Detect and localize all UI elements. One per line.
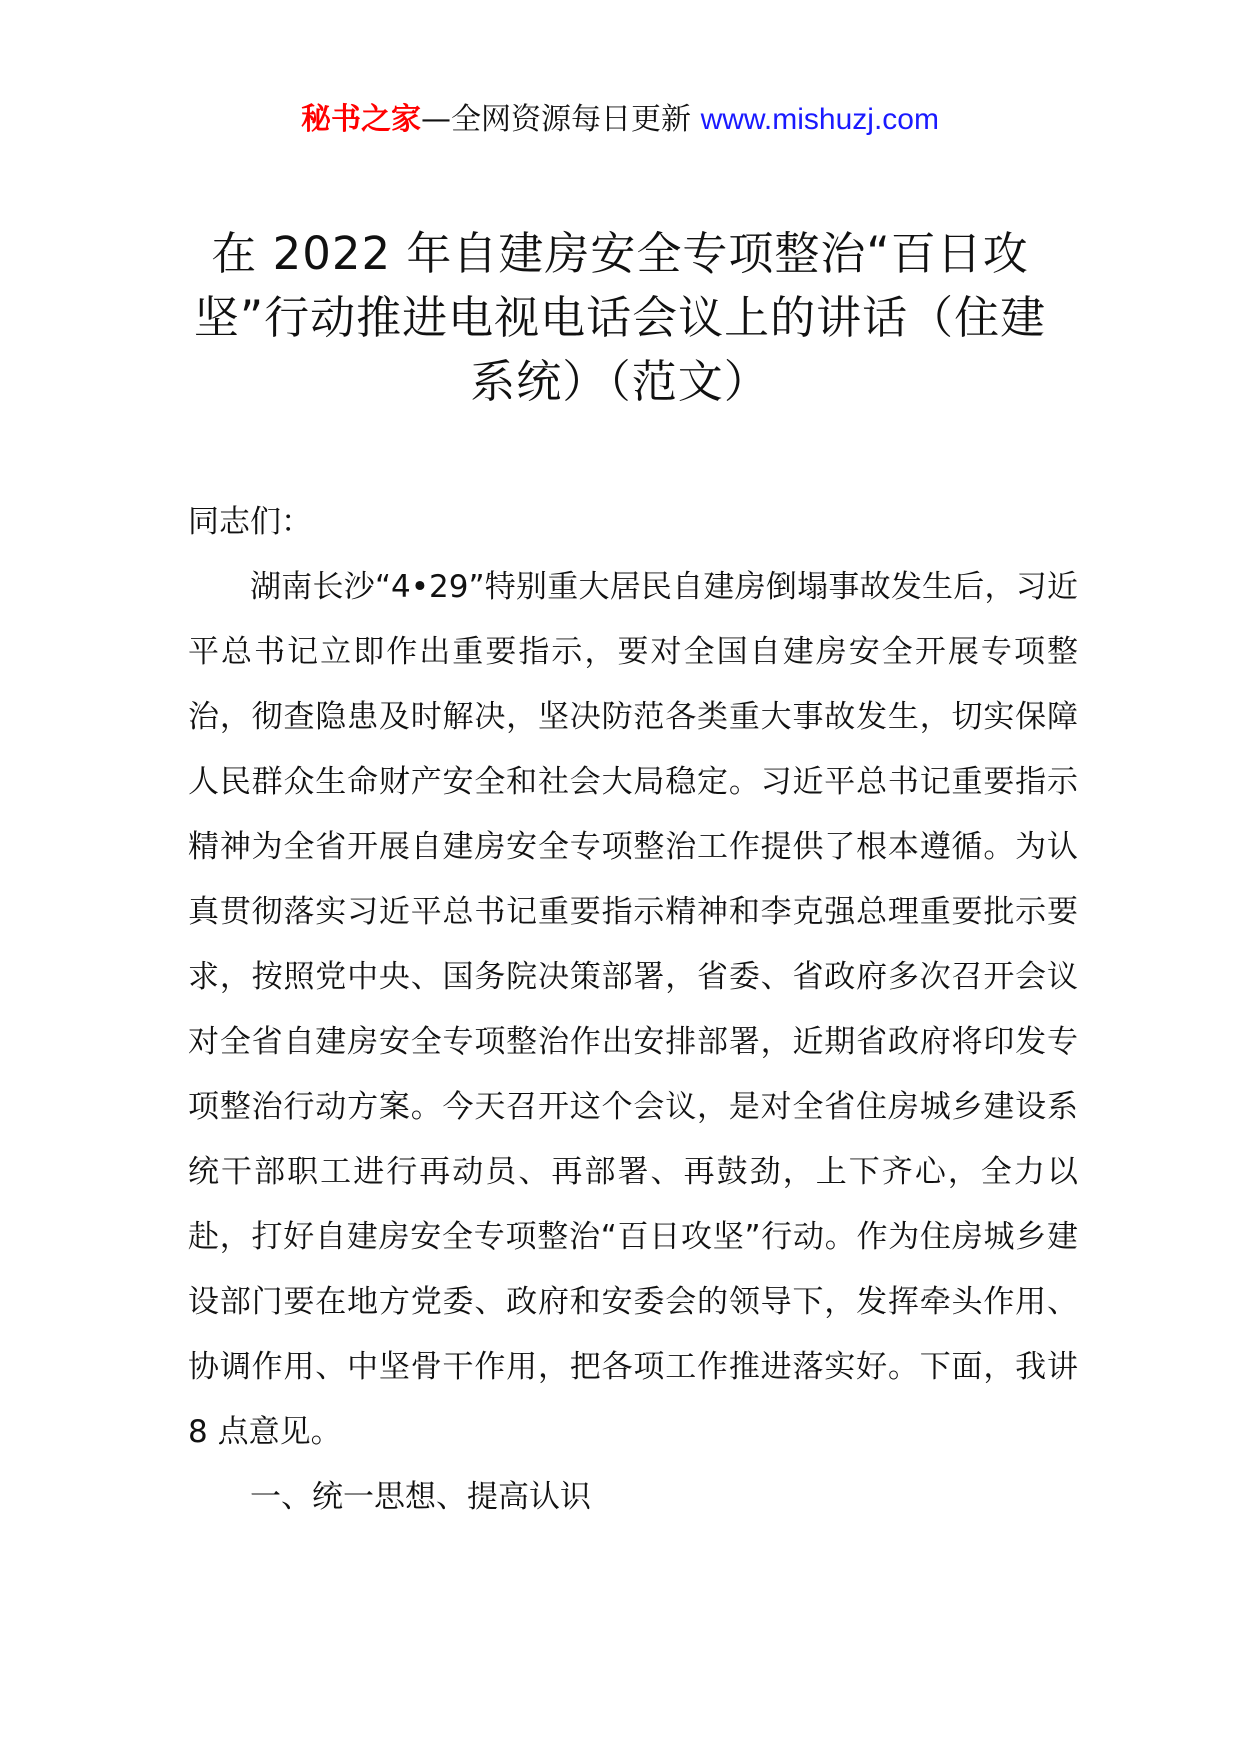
body-paragraph: 湖南长沙“4•29”特别重大居民自建房倒塌事故发生后，习近平总书记立即作出重要指示，要对全国自建房安全开展专项整治，彻查隐患及时解决，坚决防范各类重大事故发生，切实保障人民群众生命财产安全和社会大局稳定。习近平总书记重要指示精神为全省开展自建房安全专项整治工作提供了根本遵循。为认真贯彻落实习近平总书记重要指示精神和李克强总理重要批示要求，按照党中央、国务院决策部署，省委、省政府多次召开会议对全省自建房安全专项整治作出安排部署，近期省政府将印发专项整治行动方案。今天召开这个会议，是对全省住房城乡建设系统干部职工进行再动员、再部署、再鼓劲，上下齐心，全力以赴，打好自建房安全专项整治“百日攻坚”行动。作为住房城乡建设部门要在地方党委、政府和安委会的领导下，发挥牵头作用、协调作用、中坚骨干作用，把各项工作推进落实好。下面，我讲 8 点意见。 [188,569,1078,1450]
greeting: 同志们： [188,504,312,540]
document-body [188,490,1078,1530]
section-heading: 一、统一思想、提高认识 [250,1479,591,1515]
brand-name: 秘书之家 [301,102,422,137]
header-slogan: —全网资源每日更新 [421,102,701,137]
site-url-link[interactable]: www.mishuzj.com [700,103,939,136]
document-title: 在 2022 年自建房安全专项整治“百日攻坚”行动推进电视电话会议上的讲话（住建系统）（范文） [193,227,1047,408]
site-header [0,100,1240,140]
